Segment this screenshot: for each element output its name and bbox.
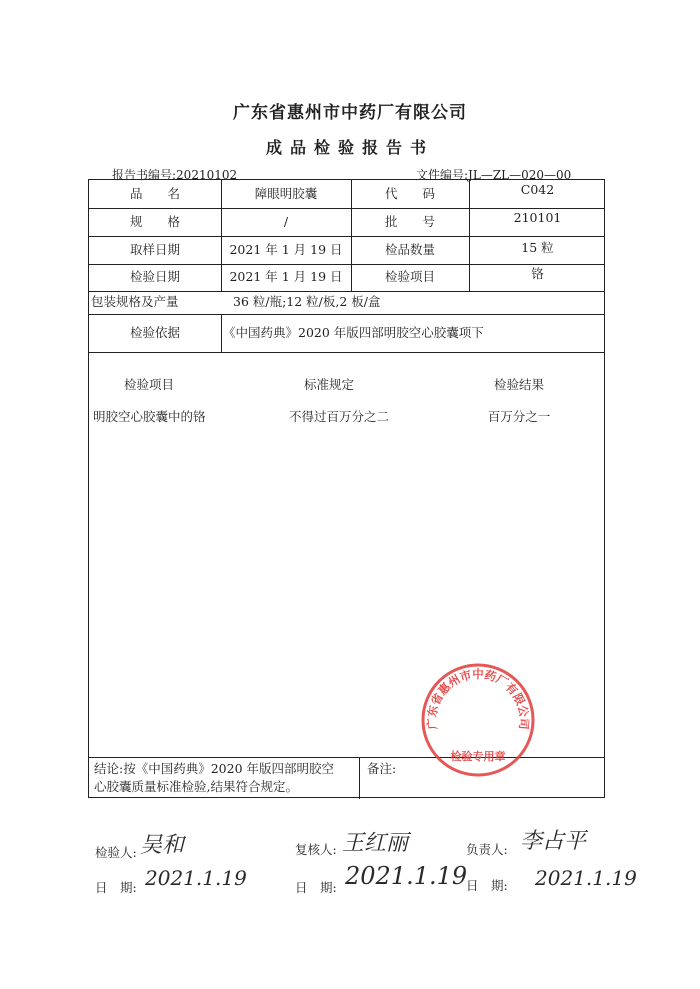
code-value: C042 [520, 181, 555, 197]
packaging-label: 包装规格及产量 [91, 294, 179, 310]
responsible-date-label: 日 期: [466, 878, 508, 893]
svg-text:广东省惠州市中药厂有限公司 [425, 667, 532, 730]
inspector-date-label: 日 期: [95, 880, 137, 895]
test-date-label: 检验日期 [129, 269, 180, 285]
test-item-label: 检验项目 [384, 269, 435, 285]
results-header-result: 检验结果 [493, 376, 544, 392]
responsible-signature: 李占平 [520, 829, 587, 854]
spec-label: 规 格 [129, 213, 180, 229]
reviewer-date-label: 日 期: [295, 880, 337, 895]
reviewer-date: 2021.1.19 [345, 862, 468, 890]
basis-label: 检验依据 [129, 324, 180, 340]
batch-value: 210101 [513, 209, 562, 225]
sampling-date-label: 取样日期 [129, 241, 180, 257]
code-label: 代 码 [384, 185, 435, 201]
report-number-value: 20210102 [176, 168, 238, 182]
remarks-label: 备注: [367, 761, 397, 776]
result-standard: 不得过百万分之二 [288, 408, 389, 424]
responsible-date: 2021.1.19 [535, 866, 637, 890]
test-item-value: 铬 [531, 265, 544, 281]
product-name-value: 障眼明胶囊 [254, 185, 318, 201]
official-seal [418, 660, 538, 780]
batch-label: 批 号 [384, 213, 435, 229]
file-number-label: 文件编号: [416, 168, 469, 182]
sample-qty-label: 检品数量 [384, 241, 435, 257]
conclusion [94, 760, 359, 796]
basis-value: 《中国药典》2020 年版四部明胶空心胶囊项下 [223, 324, 484, 340]
reviewer-label: 复核人: [295, 842, 337, 857]
test-date-value: 2021 年 1 月 19 日 [229, 269, 343, 285]
results-header-standard: 标准规定 [303, 376, 354, 392]
result-value: 百万分之一 [487, 408, 551, 424]
conclusion-line-1: 结论:按《中国药典》2020 年版四部明胶空 [94, 761, 334, 776]
sample-qty-value: 15 粒 [521, 239, 554, 255]
file-number-value: JL—ZL—020—00 [468, 168, 572, 182]
result-item: 明胶空心胶囊中的铬 [93, 408, 206, 424]
inspector-signature: 吴和 [140, 833, 185, 858]
conclusion-line-2: 心胶囊质量标准检验,结果符合规定。 [94, 779, 298, 794]
packaging-value: 36 粒/瓶;12 粒/板,2 板/盒 [233, 294, 381, 310]
sampling-date-value: 2021 年 1 月 19 日 [229, 241, 343, 257]
reviewer-signature: 王红丽 [342, 831, 409, 856]
results-header-item: 检验项目 [123, 376, 174, 392]
spec-value: / [283, 213, 289, 229]
seal-subtext: 检验专用章 [450, 750, 506, 763]
product-name-label: 品 名 [129, 185, 180, 201]
company-name: 广东省惠州市中药厂有限公司 [233, 103, 467, 123]
inspector-label: 检验人: [95, 845, 137, 860]
report-title: 成品检验报告书 [265, 138, 434, 157]
seal-text: 广东省惠州市中药厂有限公司 [424, 667, 532, 731]
report-number-label: 报告书编号: [112, 168, 177, 182]
responsible-label: 负责人: [466, 842, 508, 857]
inspector-date: 2021.1.19 [145, 866, 247, 890]
